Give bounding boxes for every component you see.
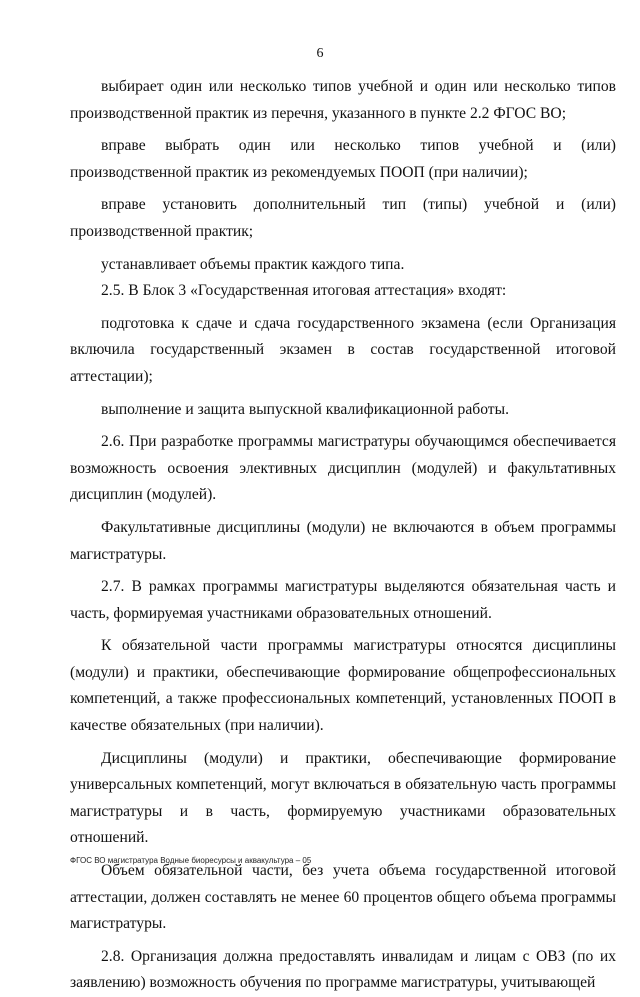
- footer-note: ФГОС ВО магистратура Водные биоресурсы и аквакультура – 05: [70, 856, 312, 865]
- paragraph: устанавливает объемы практик каждого типа.: [101, 255, 405, 273]
- section-heading-2-5: 2.5. В Блок 3 «Государственная итоговая аттестация» входят:: [101, 282, 507, 300]
- paragraph: Объем обязательной части, без учета объема государственной итоговой аттестации, должен составлять не менее 60 процентов общего объема программы магистратуры.: [70, 862, 616, 933]
- paragraph: выполнение и защита выпускной квалификационной работы.: [101, 400, 509, 418]
- paragraph: выбирает один или несколько типов учебной и один или несколько типов производственной практик из перечня, указанного в пункте 2.2 ФГОС ВО;: [70, 78, 616, 122]
- paragraph: К обязательной части программы магистратуры относятся дисциплины (модули) и практики, обеспечивающие формирование общепрофессиональных компетенций, а также профессиональных компетенций, установленных ПООП в качестве обязательных (при наличии).: [70, 637, 616, 735]
- paragraph: Факультативные дисциплины (модули) не включаются в объем программы магистратуры.: [70, 518, 616, 563]
- section-2-7: 2.7. В рамках программы магистратуры выделяются обязательная часть и часть, формируемая участниками образовательных отношений.: [70, 578, 616, 622]
- page-number: 6: [316, 46, 324, 61]
- paragraph: подготовка к сдаче и сдача государственного экзамена (если Организация включила государственный экзамен в состав государственной итоговой аттестации);: [70, 314, 616, 385]
- paragraph: вправе выбрать один или несколько типов учебной и (или) производственной практик из рекомендуемых ПООП (при наличии);: [70, 137, 616, 181]
- section-2-6: 2.6. При разработке программы магистратуры обучающимся обеспечивается возможность освоения элективных дисциплин (модулей) и факультативных дисциплин (модулей).: [70, 433, 616, 504]
- section-2-8: 2.8. Организация должна предоставлять инвалидам и лицам с ОВЗ (по их заявлению) возможность обучения по программе магистратуры, учитывающей: [70, 947, 616, 992]
- paragraph: Дисциплины (модули) и практики, обеспечивающие формирование универсальных компетенций, могут включаться в обязательную часть программы магистратуры и в часть, формируемую участниками образовательных отношений.: [70, 749, 616, 847]
- paragraph: вправе установить дополнительный тип (типы) учебной и (или) производственной практик;: [70, 196, 616, 240]
